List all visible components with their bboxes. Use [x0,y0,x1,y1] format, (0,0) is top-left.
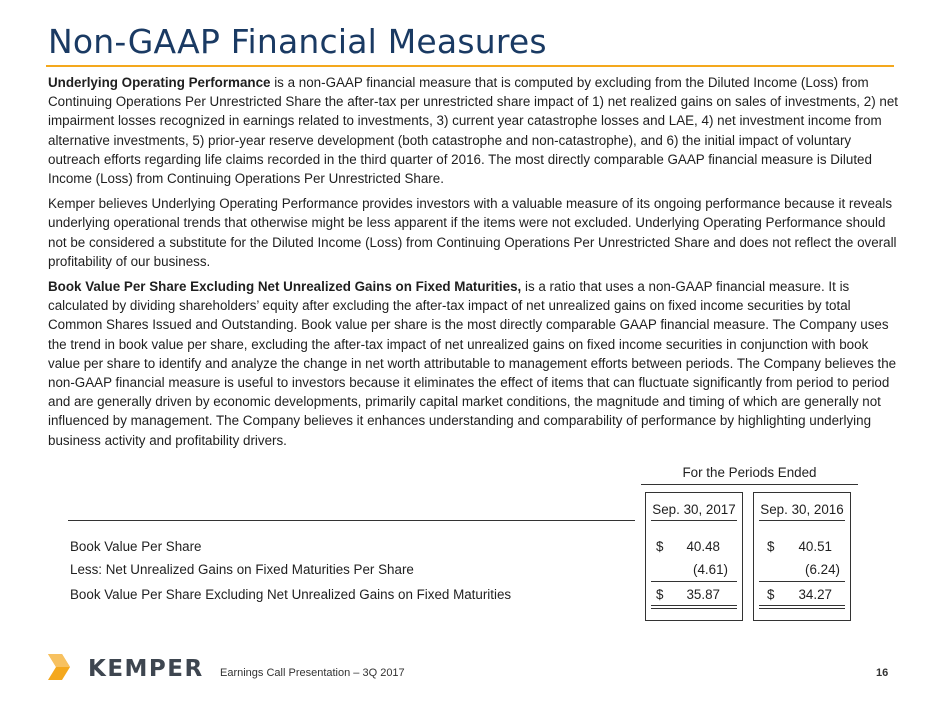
header-rule-2016 [759,520,845,521]
label-column-rule [68,520,635,521]
term-underlying-operating: Underlying Operating Performance [48,75,271,90]
paragraph-kemper-believes: Kemper believes Underlying Operating Performance provides investors with a valuable measure of its ongoing performance because it reveals underlying operational trends that otherwise might be less apparent if the items were not excluded. Underlying Operating Performance should not be considered a substitute for the Diluted Income (Loss) from Continuing Operations Per Unrestricted Share and does not reflect the overall profitability of our business. [48,196,897,269]
kemper-logo-icon [44,650,84,684]
row-label-unrealized-gains: Less: Net Unrealized Gains on Fixed Maturities Per Share [70,562,414,577]
column-header-2016: Sep. 30, 2016 [760,502,844,517]
paragraph-underlying-operating [48,73,898,188]
page-number: 16 [876,667,889,679]
term-book-value: Book Value Per Share Excluding Net Unrealized Gains on Fixed Maturities, [48,279,522,295]
total-rule-2017-b [651,608,737,609]
total-rule-2016-b [759,608,845,609]
page-title: Non-GAAP Financial Measures [48,22,547,61]
paragraph-book-value [48,277,898,450]
periods-label: For the Periods Ended [682,465,817,480]
row-label-book-value: Book Value Per Share [70,539,202,554]
currency-symbol: $ [656,587,664,602]
title-underline [46,65,894,67]
value-book-value-excl-2016: 34.27 [798,587,832,602]
value-book-value-2017: 40.48 [686,539,720,554]
value-unrealized-gains-2017: (4.61) [693,562,728,577]
subtotal-rule-2017 [651,581,737,582]
paragraph-3-text: is a ratio that uses a non-GAAP financial measure. It is calculated by dividing shareholders’ equity after excluding the after-tax impact of net unrealized gains on fixed income securities by total Common Shares Issued and Outstanding. Book value per share is the most directly comparable GAAP financial measure. The Company uses the trend in book value per share, excluding the after-tax impact of net unrealized gains on fixed income securities in conjunction with book value per share to identify and analyze the change in net worth attributable to management efforts between periods. The Company believes the non-GAAP financial measure is useful to investors because it eliminates the effect of items that can fluctuate significantly from period to period and are generally driven by economic developments, primarily capital market conditions, the magnitude and timing of which are generally not influenced by management. The Company believes it enhances understanding and comparability of performance by highlighting underlying business activity and profitability drivers. [48,279,897,448]
value-book-value-2016: 40.51 [798,539,832,554]
value-book-value-excl-2017: 35.87 [686,587,720,602]
column-header-2017: Sep. 30, 2017 [652,502,736,517]
total-rule-2017-a [651,605,737,606]
total-rule-2016-a [759,605,845,606]
subtotal-rule-2016 [759,581,845,582]
value-unrealized-gains-2016: (6.24) [805,562,840,577]
row-label-book-value-excl: Book Value Per Share Excluding Net Unrealized Gains on Fixed Maturities [70,587,512,602]
header-rule-2017 [651,520,737,521]
body-text [48,73,898,456]
footer-text: Earnings Call Presentation – 3Q 2017 [220,667,405,679]
periods-rule [641,484,858,485]
paragraph-1-text: is a non-GAAP financial measure that is computed by excluding from the Diluted Income (Loss) from Continuing Operations Per Unrestricted Share the after-tax per unrestricted share impact of 1) net realized gains on sales of investments, 2) net impairment losses recognized in earnings related to investments, 3) current year catastrophe losses and LAE, 4) net investment income from alternative investments, 5) prior-year reserve development (both catastrophe and non-catastrophe), and 6) the initial impact of voluntary outreach efforts regarding life claims recorded in the third quarter of 2016. The most directly comparable GAAP financial measure is Diluted Income (Loss) from Continuing Operations Per Unrestricted Share. [48,75,898,187]
currency-symbol: $ [767,587,775,602]
currency-symbol: $ [656,539,664,554]
kemper-logo-text: KEMPER [88,656,204,682]
currency-symbol: $ [767,539,775,554]
